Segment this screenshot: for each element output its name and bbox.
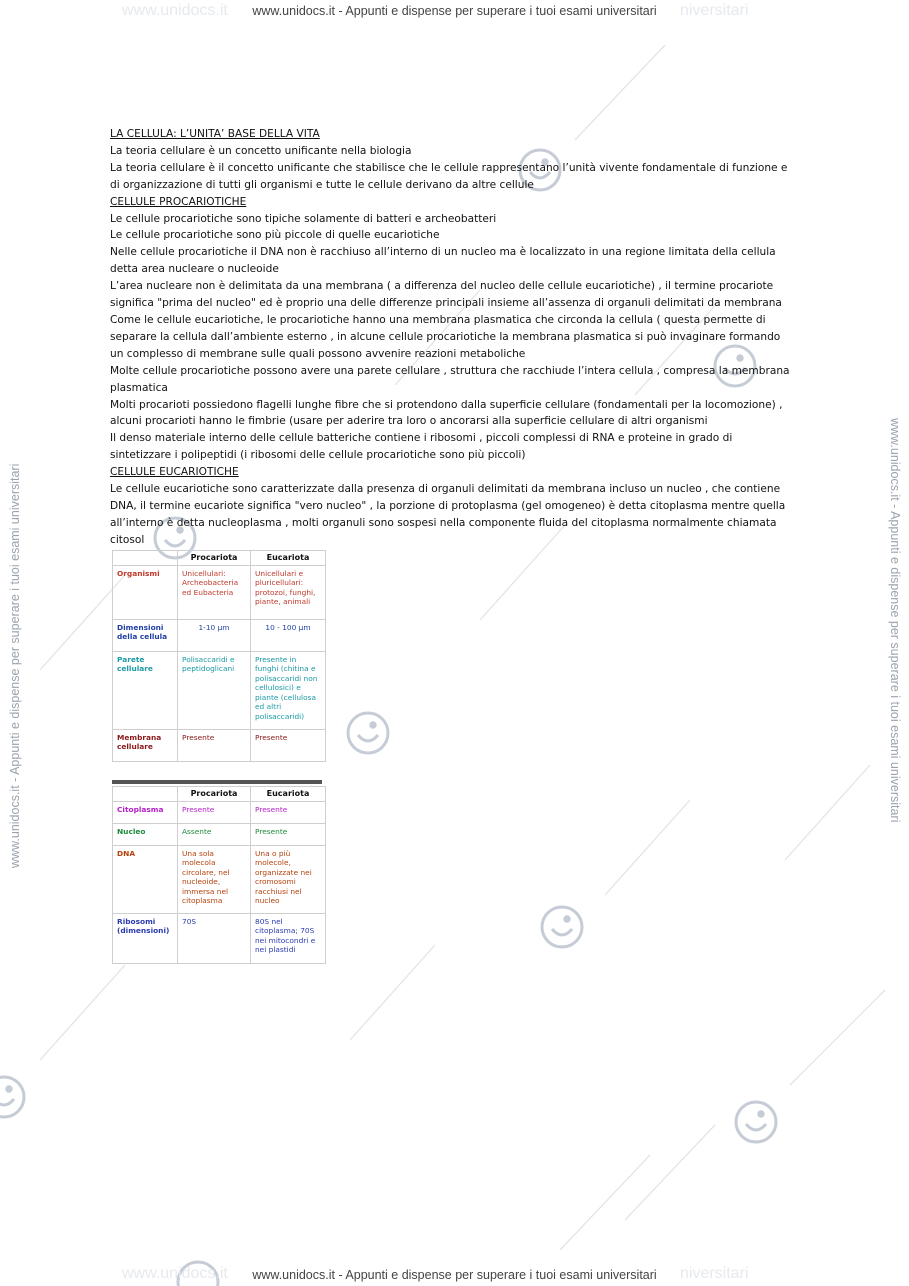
text-line: sintetizzare i polipeptidi (i ribosomi delle cellule procariotiche sono più piccoli) [110,449,526,462]
table-cell: Presente in funghi (chitina e polisaccaridi non cellulosici) e piante (cellulosa ed altri polisaccaridi) [251,651,326,729]
text-line: Molte cellule procariotiche possono avere una parete cellulare , struttura che racchiude l’intera cellula , compresa la membrana [110,364,790,377]
text-line: Le cellule procariotiche sono tipiche solamente di batteri e archeobatteri [110,212,497,225]
table-cell: Unicellulari: Archeobacteria ed Eubacteria [178,565,251,619]
table-header-cell [113,551,178,566]
text-line: significa "prima del nucleo" ed è proprio una delle differenze principali insieme all’assenza di organuli delimitati da membrana [110,297,782,310]
text-line: La teoria cellulare è un concetto unificante nella biologia [110,144,412,157]
text-line: plasmatica [110,381,168,394]
row-label: Dimensioni della cellula [113,619,178,651]
text-line: Come le cellule eucariotiche, le procariotiche hanno una membrana plasmatica che circonda la cellula ( questa permette di [110,313,766,326]
table-row [113,823,326,845]
text-line: DNA, il termine eucariote significa "vero nucleo" , la porzione di protoplasma (gel omogeneo) è detta citoplasma mentre quella [110,499,786,512]
text-line: Le cellule eucariotiche sono caratterizzate dalla presenza di organuli delimitati da membrana incluso un nucleo , che contiene [110,483,781,496]
table-header-cell: Procariota [178,787,251,802]
table-cell: Polisaccaridi e peptidoglicani [178,651,251,729]
row-label: Parete cellulare [113,651,178,729]
table-header-cell: Eucariota [251,551,326,566]
row-label: DNA [113,845,178,913]
table-cell: Una o più molecole, organizzate nei cromosomi racchiusi nel nucleo [251,845,326,913]
unidocs-logo-icon [736,1102,776,1142]
text-line: L’area nucleare non è delimitata da una membrana ( a differenza del nucleo delle cellule eucariotiche) , il termine procariote [110,280,774,293]
table-cell: Presente [251,801,326,823]
table-row [113,651,326,729]
document-body [110,126,795,549]
table-header-row [113,787,326,802]
text-line: Le cellule procariotiche sono più piccole di quelle eucariotiche [110,229,440,242]
row-label: Ribosomi (dimensioni) [113,913,178,963]
table-header-cell: Eucariota [251,787,326,802]
table-cell: Presente [178,729,251,761]
table-row [113,801,326,823]
heading-la-cellula: LA CELLULA: L’UNITA’ BASE DELLA VITA [110,128,320,140]
text-line: Molti procarioti possiedono flagelli lunghe fibre che si protendono dalla superficie cellulare (fondamentali per la locomozione) , [110,398,783,411]
table-cell: 1-10 µm [178,619,251,651]
table-cell: 80S nel citoplasma; 70S nei mitocondri e nei plastidi [251,913,326,963]
row-label: Membrana cellulare [113,729,178,761]
text-line: citosol [110,533,145,546]
table-divider [112,780,322,784]
row-label: Organismi [113,565,178,619]
unidocs-logo-icon [0,1077,24,1117]
table-cell: Presente [178,801,251,823]
unidocs-logo-icon [348,713,388,753]
watermark-banner-top: www.unidocs.it - Appunti e dispense per superare i tuoi esami universitari [252,4,657,18]
heading-cellule-procariotiche: CELLULE PROCARIOTICHE [110,195,247,208]
watermark-ghost-left: www.unidocs.it [122,2,228,19]
watermark-banner-bottom: www.unidocs.it - Appunti e dispense per superare i tuoi esami universitari [252,1268,657,1282]
table-cell: Unicellulari e pluricellulari: protozoi, funghi, piante, animali [251,565,326,619]
text-line: Il denso materiale interno delle cellule batteriche contiene i ribosomi , piccoli complessi di RNA e proteine in grado di [110,432,733,445]
watermark-ghost-right: niversitari [680,1265,749,1282]
text-line: alcuni procarioti hanno le fimbrie (usare per aderire tra loro o ancorarsi alla superficie cellulare di altri organismi [110,415,708,428]
heading-cellule-eucariotiche: CELLULE EUCARIOTICHE [110,466,239,479]
watermark-ghost-right: niversitari [680,2,749,19]
watermark-ghost-left: www.unidocs.it [122,1265,228,1282]
text-line: separare la cellula dall’ambiente esterno , in alcune cellule procariotiche la membrana plasmatica si può invaginare formando [110,330,781,343]
table-row [113,845,326,913]
table-cell: 10 - 100 µm [251,619,326,651]
table-cell: Presente [251,729,326,761]
table-row [113,913,326,963]
table-cell: 70S [178,913,251,963]
table-row [113,565,326,619]
comparison-table-2 [112,786,326,964]
row-label: Citoplasma [113,801,178,823]
watermark-side-right: www.unidocs.it - Appunti e dispense per superare i tuoi esami universitari [888,418,902,823]
table-header-row [113,551,326,566]
unidocs-logo-icon [542,907,582,947]
text-line: detta area nucleare o nucleoide [110,263,279,276]
watermark-side-left: www.unidocs.it - Appunti e dispense per superare i tuoi esami universitari [8,463,22,868]
table-header-cell [113,787,178,802]
comparison-table-1 [112,550,326,762]
table-cell: Assente [178,823,251,845]
text-line: di organizzazione di tutti gli organismi e tutte le cellule derivano da altre cellule [110,178,534,191]
table-row [113,619,326,651]
table-header-cell: Procariota [178,551,251,566]
table-row [113,729,326,761]
text-line: un complesso di membrane sulle quali possono avvenire reazioni metaboliche [110,347,526,360]
text-line: La teoria cellulare è il concetto unificante che stabilisce che le cellule rappresentano l’unità vivente fondamentale di funzione e [110,161,788,174]
row-label: Nucleo [113,823,178,845]
text-line: all’interno è detta nucleoplasma , molti organuli sono sospesi nella componente fluida del citoplasma normalmente chiamata [110,516,777,529]
table-cell: Una sola molecola circolare, nel nucleoide, immersa nel citoplasma [178,845,251,913]
text-line: Nelle cellule procariotiche il DNA non è racchiuso all’interno di un nucleo ma è localizzato in una regione limitata della cellula [110,246,776,259]
table-cell: Presente [251,823,326,845]
